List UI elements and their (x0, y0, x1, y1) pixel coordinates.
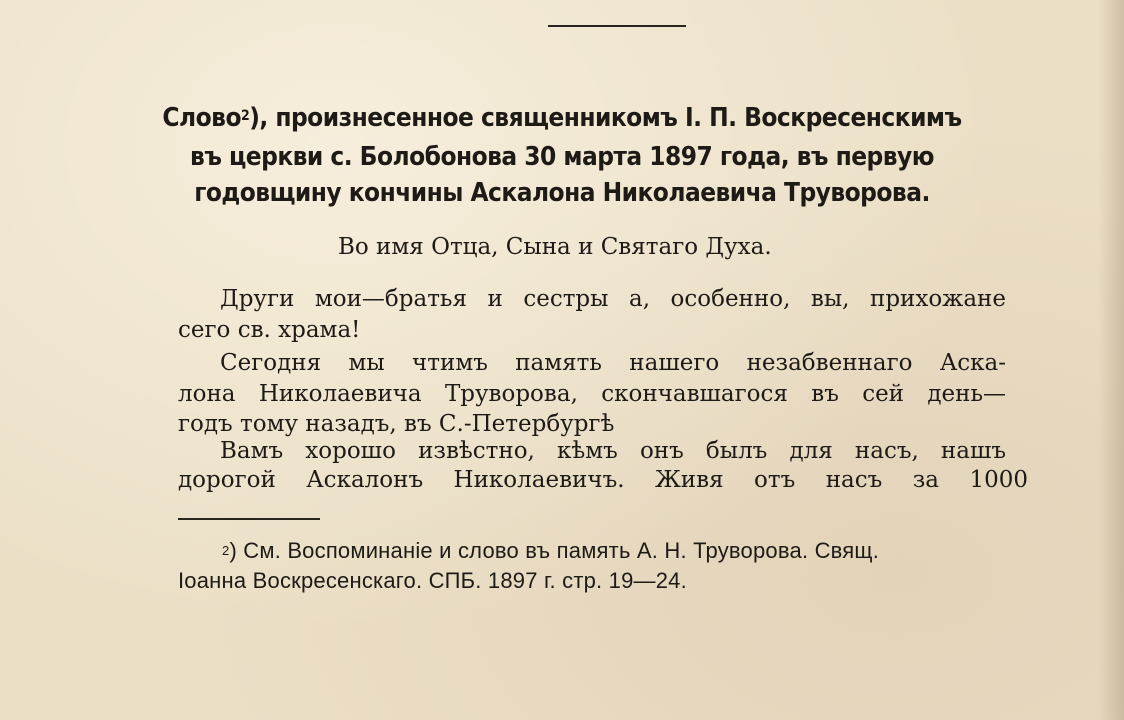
paragraph-1-line-1: Други мои—братья и сестры а, особенно, вы, прихожане (220, 286, 1006, 312)
title-line-1-start: Слово (162, 103, 241, 133)
paragraph-1-line-2: сего св. храма! (178, 317, 361, 343)
title-line-1 (56, 103, 1068, 133)
paragraph-2-line-3: годъ тому назадъ, въ С.-Петербургѣ (178, 411, 615, 437)
paragraph-2-line-1: Сегодня мы чтимъ память нашего незабвеннаго Аска- (220, 350, 1006, 376)
invocation-line: Во имя Отца, Сына и Святаго Духа. (338, 234, 772, 260)
paragraph-3-line-2: дорогой Аскалонъ Николаевичъ. Живя отъ насъ за 1000 (178, 467, 1028, 493)
footnote-marker: 2 (222, 543, 230, 558)
page-edge-shadow (1098, 0, 1124, 720)
footnote-line-1-text: ) См. Воспоминаніе и слово въ память А. Н. Труворова. Свящ. (229, 538, 880, 563)
footnote-line-2: Іоанна Воскресенскаго. СПБ. 1897 г. стр. 19—24. (178, 568, 687, 593)
footnote-separator-rule (178, 518, 320, 520)
title-line-1-rest: ), произнесенное священникомъ I. П. Воскресенскимъ (249, 103, 962, 133)
title-line-2: въ церкви с. Болобонова 30 марта 1897 года, въ первую (190, 142, 934, 172)
paragraph-2-line-2: лона Николаевича Труворова, скончавшагося въ сей день— (178, 381, 1006, 407)
title-line-3: годовщину кончины Аскалона Николаевича Труворова. (194, 178, 930, 208)
paragraph-3-line-1: Вамъ хорошо извѣстно, кѣмъ онъ былъ для насъ, нашъ (220, 438, 1006, 464)
section-separator-rule (548, 25, 686, 27)
title-footnote-marker: 2 (240, 108, 250, 124)
footnote-line-1 (222, 538, 879, 564)
